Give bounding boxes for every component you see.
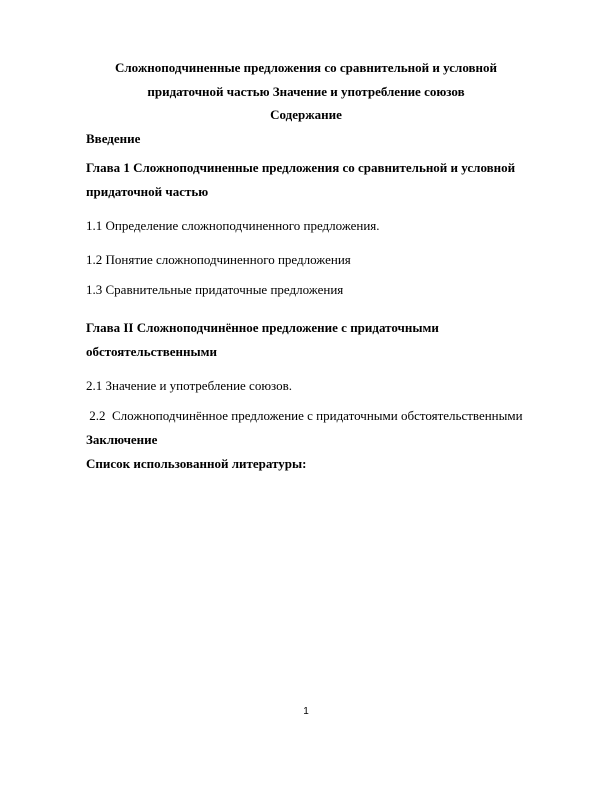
toc-references: Список использованной литературы: bbox=[86, 456, 307, 471]
document-title-line-2: придаточной частью Значение и употребление союзов bbox=[147, 84, 465, 99]
toc-conclusion: Заключение bbox=[86, 432, 158, 447]
toc-item-1-3: 1.3 Сравнительные придаточные предложения bbox=[86, 282, 344, 297]
toc-chapter-1-line-1: Глава 1 Сложноподчиненные предложения со сравнительной и условной bbox=[86, 160, 516, 175]
toc-chapter-2-line-1: Глава II Сложноподчинённое предложение с придаточными bbox=[86, 320, 439, 335]
toc-item-1-1: 1.1 Определение сложноподчиненного предложения. bbox=[86, 218, 380, 233]
toc-item-1-2: 1.2 Понятие сложноподчиненного предложения bbox=[86, 252, 351, 267]
document-title-line-1: Сложноподчиненные предложения со сравнительной и условной bbox=[114, 60, 497, 75]
toc-chapter-1-line-2: придаточной частью bbox=[86, 184, 209, 199]
toc-item-2-1: 2.1 Значение и употребление союзов. bbox=[86, 378, 292, 393]
toc-heading: Содержание bbox=[270, 107, 342, 122]
toc-chapter-2-line-2: обстоятельственными bbox=[86, 344, 218, 359]
page-number: 1 bbox=[303, 706, 309, 717]
toc-intro: Введение bbox=[86, 131, 141, 146]
toc-item-2-2: 2.2 Сложноподчинённое предложение с придаточными обстоятельственными bbox=[86, 408, 523, 423]
